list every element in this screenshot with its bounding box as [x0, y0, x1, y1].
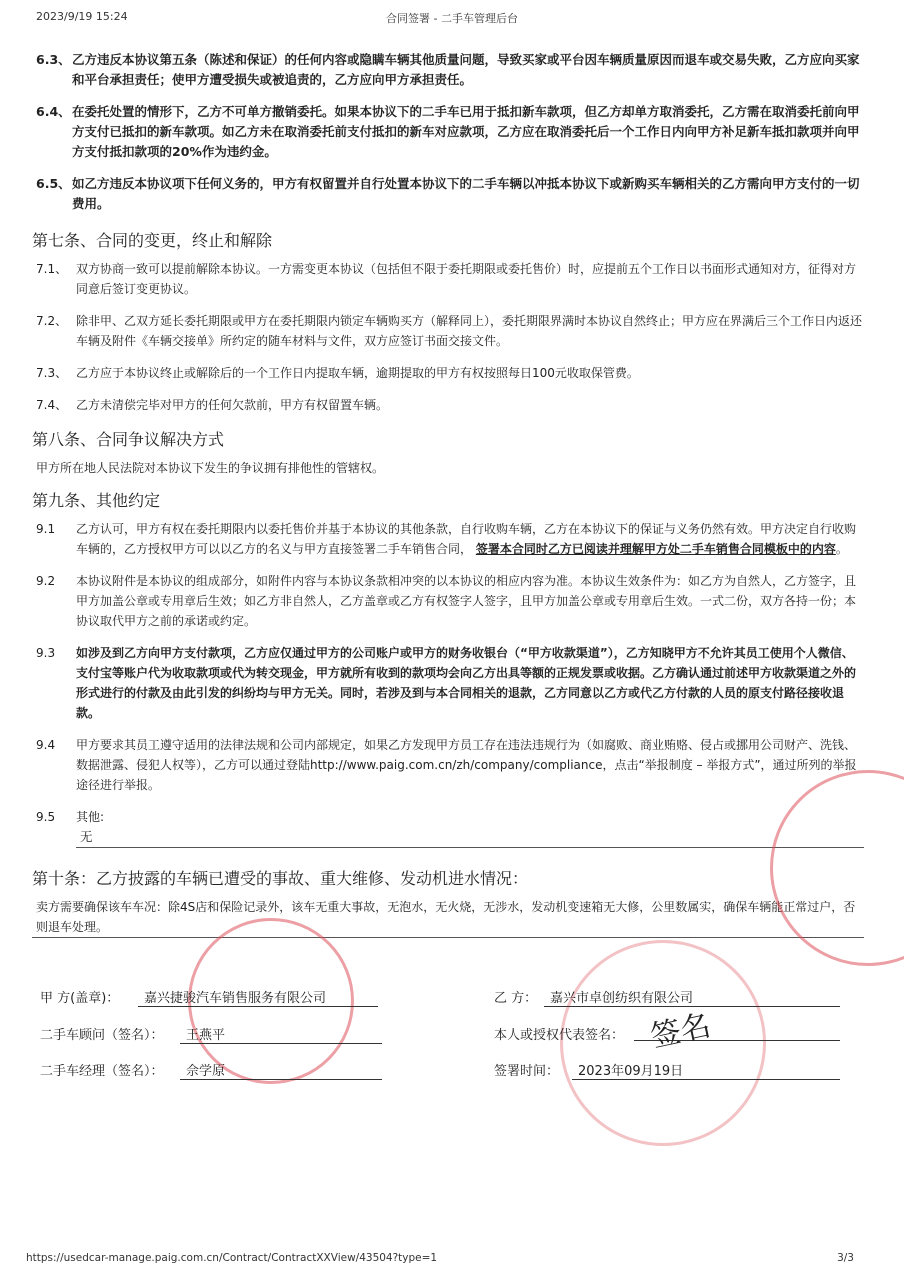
clause-number: 7.2、: [36, 314, 68, 328]
section-8-title: 第八条、合同争议解决方式: [32, 430, 225, 449]
emphasized-acknowledgement: 签署本合同时乙方已阅读并理解甲方处二手车销售合同模板中的内容: [475, 542, 836, 556]
clause-text: 乙方未清偿完毕对甲方的任何欠款前，甲方有权留置车辆。: [76, 398, 389, 412]
clause-text: 甲方要求其员工遵守适用的法律法规和公司内部规定，如果乙方发现甲方员工存在违法违规行为（如腐败、商业贿赂、侵占或挪用公司财产、洗钱、数据泄露、侵犯人权等），乙方可以通过登陆http://www.paig.com.cn/zh/company/compliance，点击“举报制度 – 举报方式”，通过所列的举报途径进行举报。: [76, 738, 857, 792]
clause-text: 如涉及到乙方向甲方支付款项，乙方应仅通过甲方的公司账户或甲方的财务收银台（“甲方收款渠道”），乙方知晓甲方不允许其员工使用个人微信、支付宝等账户代为收取款项或代为转交现金，甲方就所有收到的款项均会向乙方出具等额的正规发票或收据。乙方确认通过前述甲方收款渠道之外的形式进行的付款及由此引发的纠纷均与甲方无关。同时，若涉及到与本合同相关的退款，乙方同意以乙方或代乙方付款的人员的原支付路径接收退款。: [76, 646, 857, 720]
party-a-value: 嘉兴捷骏汽车销售服务有限公司: [138, 987, 378, 1007]
clause-number: 9.2: [36, 574, 56, 588]
manager-signature: 佘学原: [180, 1060, 382, 1080]
handwritten-signature: 签名: [647, 1008, 714, 1055]
representative-label: 本人或授权代表签名：: [494, 1028, 625, 1043]
vehicle-disclosure: 卖方需要确保该车车况：除4S店和保险记录外，该车无重大事故，无泡水，无火烧，无涉水，发动机变速箱无大修，公里数属实，确保车辆能正常过户，否则退车处理。: [32, 897, 864, 938]
contract-page: [32, 50, 864, 938]
clause-number: 9.3: [36, 646, 56, 660]
clause-text: 双方协商一致可以提前解除本协议。一方需变更本协议（包括但不限于委托期限或委托售价）时，应提前五个工作日以书面形式通知对方，征得对方同意后签订变更协议。: [76, 262, 857, 296]
clause-text: [76, 519, 864, 559]
clause-label: 其他:: [76, 810, 105, 824]
representative-row: [494, 1024, 624, 1043]
clause-9-2: [36, 571, 864, 631]
sign-time-label: 签署时间：: [494, 1064, 560, 1079]
section-8-text: 甲方所在地人民法院对本协议下发生的争议拥有排他性的管辖权。: [36, 461, 385, 475]
section-9-title: 第九条、其他约定: [32, 491, 161, 510]
party-b-row: [494, 987, 694, 1006]
clause-9-4: [36, 735, 864, 795]
clause-text: 乙方违反本协议第五条（陈述和保证）的任何内容或隐瞒车辆其他质量问题，导致买家或平台因车辆质量原因而退车或交易失败，乙方应向买家和平台承担责任；使甲方遭受损失或被追责的，乙方应向甲方承担责任。: [72, 52, 860, 87]
party-b-label: 乙 方：: [494, 991, 538, 1006]
advisor-label: 二手车顾问（签名）：: [40, 1028, 164, 1043]
party-a-label: 甲 方(盖章)：: [40, 991, 120, 1006]
clause-text: 除非甲、乙双方延长委托期限或甲方在委托期限内锁定车辆购买方（解释同上），委托期限界满时本协议自然终止；甲方应在界满后三个工作日内返还车辆及附件《车辆交接单》所约定的随车材料与文件，双方应签订书面交接文件。: [76, 314, 863, 348]
clause-text: 如乙方违反本协议项下任何义务的，甲方有权留置并自行处置本协议下的二手车辆以冲抵本协议下或新购买车辆相关的乙方需向甲方支付的一切费用。: [72, 176, 860, 211]
manager-label: 二手车经理（签名）：: [40, 1064, 164, 1079]
clause-end: 。: [835, 542, 848, 556]
clause-6-5: [36, 174, 864, 214]
advisor-row: [40, 1024, 226, 1043]
print-title: 合同签署 - 二手车管理后台: [386, 12, 518, 25]
clause-9-5: [36, 807, 864, 827]
clause-body: 乙方认可，甲方有权在委托期限内以委托售价并基于本协议的其他条款，自行收购车辆，乙方在本协议下的保证与义务仍然有效。甲方决定自行收购车辆的，乙方授权甲方可以以乙方的名义与甲方直接签署二手车销售合同，: [76, 522, 857, 556]
clause-number: 6.4、: [36, 104, 71, 119]
page-number: 3/3: [837, 1252, 854, 1264]
clause-number: 9.5: [36, 810, 56, 824]
clause-text: 本协议附件是本协议的组成部分，如附件内容与本协议条款相冲突的以本协议的相应内容为准。本协议生效条件为：如乙方为自然人，乙方签字，且甲方加盖公章或专用章后生效；如乙方非自然人，乙方盖章或乙方有权签字人签字，且甲方加盖公章或专用章后生效。一式二份，双方各持一份；本协议取代甲方之前的承诺或约定。: [76, 574, 857, 628]
clause-number: 7.1、: [36, 262, 68, 276]
clause-number: 7.4、: [36, 398, 68, 412]
print-url: https://usedcar-manage.paig.com.cn/Contract/ContractXXView/43504?type=1: [26, 1252, 438, 1264]
clause-number: 6.3、: [36, 52, 71, 67]
manager-row: [40, 1060, 226, 1079]
party-a-row: [40, 987, 327, 1006]
clause-9-3: [36, 643, 864, 723]
clause-9-1: [36, 519, 864, 559]
clause-text: 乙方应于本协议终止或解除后的一个工作日内提取车辆，逾期提取的甲方有权按照每日100元收取保管费。: [76, 366, 639, 380]
section-7-title: 第七条、合同的变更，终止和解除: [32, 231, 273, 250]
clause-number: 7.3、: [36, 366, 68, 380]
clause-text: 在委托处置的情形下，乙方不可单方撤销委托。如果本协议下的二手车已用于抵扣新车款项，但乙方却单方取消委托，乙方需在取消委托前向甲方支付已抵扣的新车款项。如乙方未在取消委托前支付抵扣的新车对应款项，乙方应在取消委托后一个工作日内向甲方补足新车抵扣款项并向甲方支付抵扣款项的20%作为违约金。: [72, 104, 860, 159]
clause-number: 9.4: [36, 738, 56, 752]
clause-7-1: [36, 259, 864, 299]
sign-time-value: 2023年09月19日: [572, 1060, 840, 1080]
section-10-title: 第十条：乙方披露的车辆已遭受的事故、重大维修、发动机进水情况：: [32, 869, 529, 888]
clause-7-4: [36, 395, 864, 415]
sign-time-row: [494, 1060, 684, 1079]
clause-6-3: [36, 50, 864, 90]
print-datetime: 2023/9/19 15:24: [36, 10, 128, 23]
clause-number: 9.1: [36, 522, 56, 536]
clause-7-3: [36, 363, 864, 383]
advisor-signature: 王燕平: [180, 1024, 382, 1044]
clause-6-4: [36, 102, 864, 162]
party-b-value: 嘉兴市卓创纺织有限公司: [544, 987, 840, 1007]
clause-7-2: [36, 311, 864, 351]
other-value: 无: [76, 827, 864, 848]
clause-number: 6.5、: [36, 176, 71, 191]
